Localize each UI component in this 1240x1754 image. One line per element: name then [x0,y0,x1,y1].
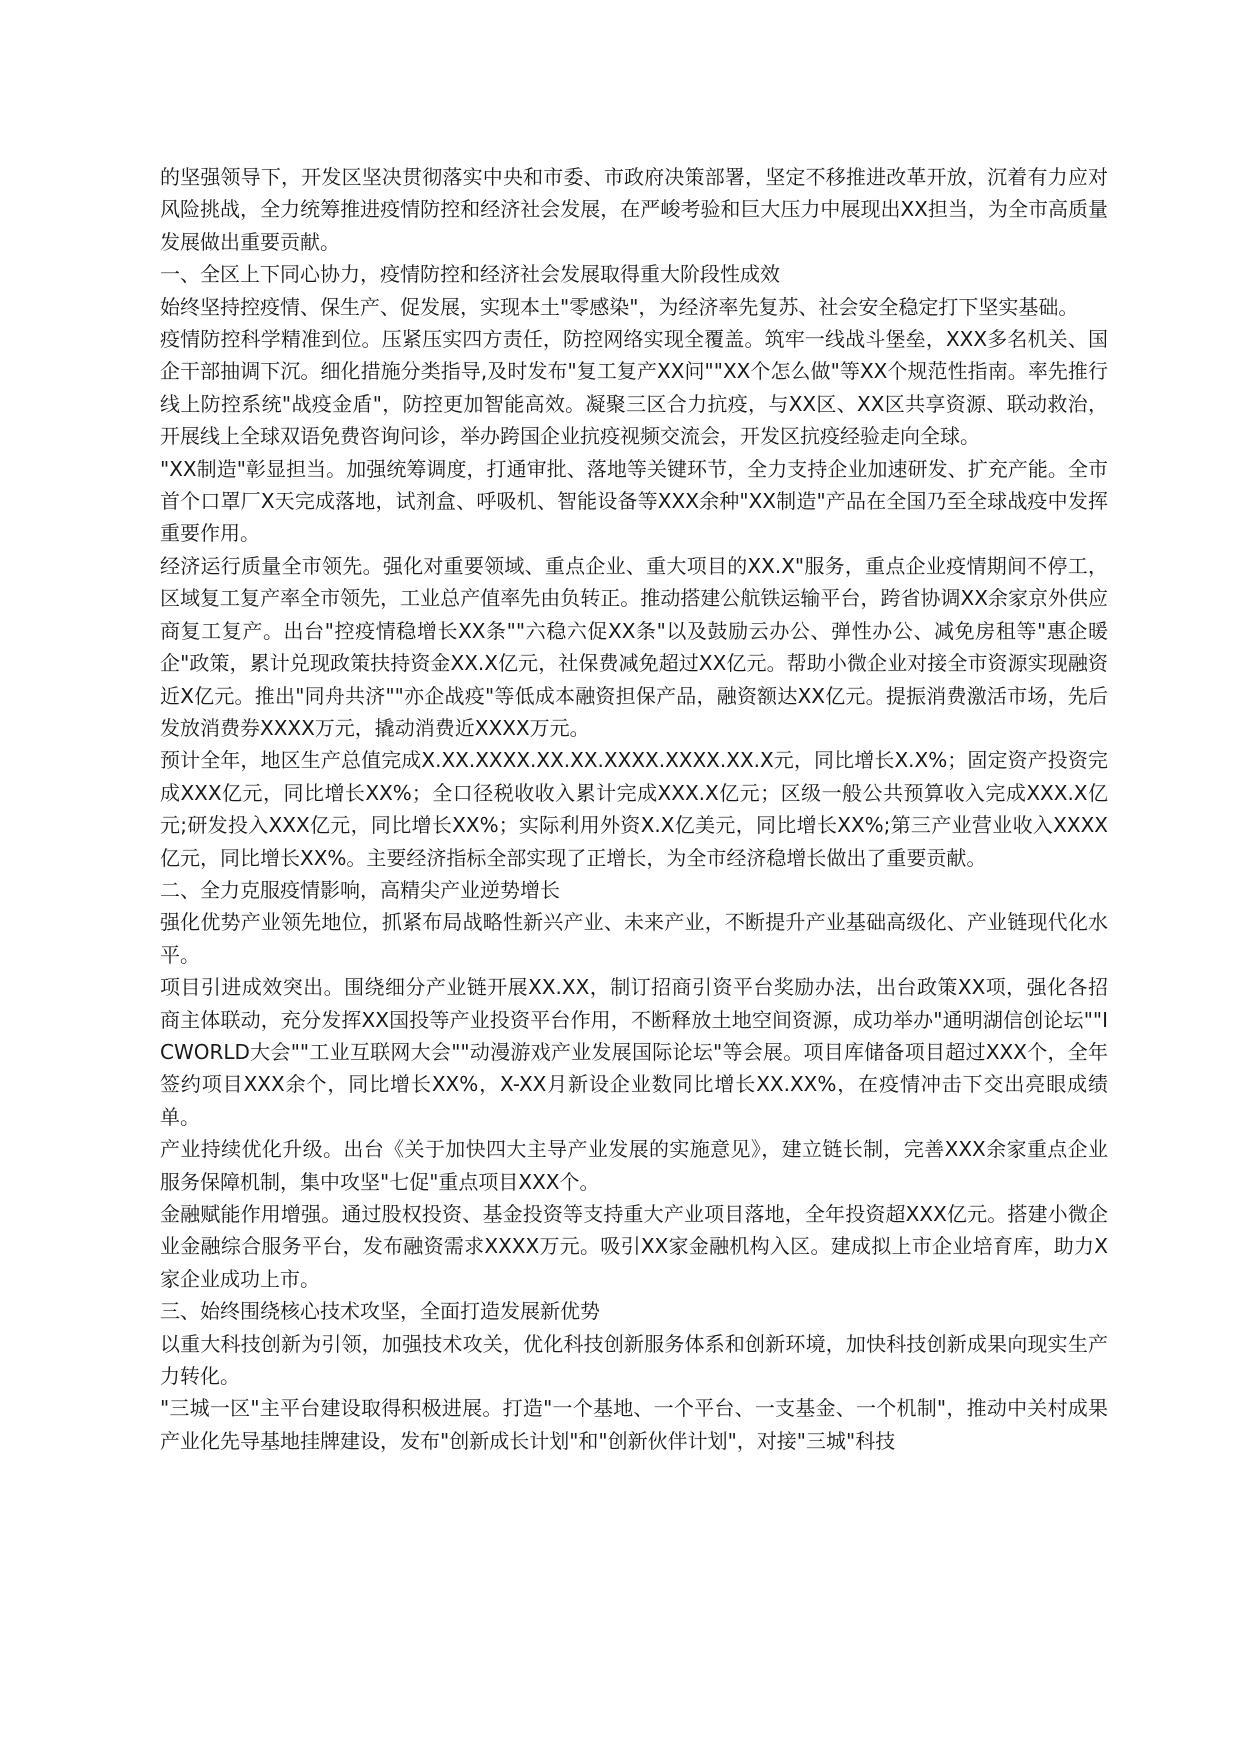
document-page [160,161,1108,1457]
paragraph-section2-summary: 强化优势产业领先地位，抓紧布局战略性新兴产业、未来产业，不断提升产业基础高级化、产业链现代化水平。 [160,910,1108,967]
paragraph-section1-summary: 始终坚持控疫情、保生产、促发展，实现本土"零感染"，为经济率先复苏、社会安全稳定打下坚实基础。 [160,294,1079,319]
paragraph-financial-empowerment: 金融赋能作用增强。通过股权投资、基金投资等支持重大产业项目落地，全年投资超XXX亿元。搭建小微企业金融综合服务平台，发布融资需求XXXX万元。吸引XX家金融机构入区。建成拟上市企业培育库，助力X家企业成功上市。 [160,1202,1108,1291]
paragraph-epidemic-control: 疫情防控科学精准到位。压紧压实四方责任，防控网络实现全覆盖。筑牢一线战斗堡垒，XXX多名机关、国企干部抽调下沉。细化措施分类指导,及时发布"复工复产XX问""XX个怎么做"等XX个规范性指南。率先推行线上防控系统"战疫金盾"，防控更加智能高效。凝聚三区合力抗疫，与XX区、XX区共享资源、联动救治，开展线上全球双语免费咨询问诊，举办跨国企业抗疫视频交流会，开发区抗疫经验走向全球。 [160,327,1108,449]
paragraph-intro: 的坚强领导下，开发区坚决贯彻落实中央和市委、市政府决策部署，坚定不移推进改革开放，沉着有力应对风险挑战，全力统筹推进疫情防控和经济社会发展，在严峻考验和巨大压力中展现出XX担当，为全市高质量发展做出重要贡献。 [160,165,1108,254]
paragraph-annual-forecast: 预计全年，地区生产总值完成X.XX.XXXX.XX.XX.XXXX.XXXX.XX.X元，同比增长X.X%；固定资产投资完成XXX亿元，同比增长XX%；全口径税收收入累计完成XXX.X亿元；区级一般公共预算收入完成XXX.X亿元;研发投入XXX亿元，同比增长XX%；实际利用外资X.X亿美元，同比增长XX%;第三产业营业收入XXXX亿元，同比增长XX%。主要经济指标全部实现了正增长，为全市经济稳增长做出了重要贡献。 [160,748,1108,870]
paragraph-manufacturing: "XX制造"彰显担当。加强统筹调度，打通审批、落地等关键环节，全力支持企业加速研发、扩充产能。全市首个口罩厂X天完成落地，试剂盒、呼吸机、智能设备等XXX余种"XX制造"产品在全国乃至全球战疫中发挥重要作用。 [160,456,1108,546]
paragraph-main-platform: "三城一区"主平台建设取得积极进展。打造"一个基地、一个平台、一支基金、一个机制"，推动中关村成果产业化先导基地挂牌建设，发布"创新成长计划"和"创新伙伴计划"，对接"三城"科技 [160,1396,1108,1453]
section-heading-2: 二、全力克服疫情影响，高精尖产业逆势增长 [160,877,560,902]
paragraph-section3-summary: 以重大科技创新为引领，加强技术攻关，优化科技创新服务体系和创新环境，加快科技创新成果向现实生产力转化。 [160,1331,1108,1389]
paragraph-project-introduction: 项目引进成效突出。围绕细分产业链开展XX.XX，制订招商引资平台奖励办法，出台政策XX项，强化各招商主体联动，充分发挥XX国投等产业投资平台作用，不断释放土地空间资源，成功举办"通明湖信创论坛""ICWORLD大会""工业互联网大会""动漫游戏产业发展国际论坛"等会展。项目库储备项目超过XXX个，全年签约项目XXX余个，同比增长XX%，X-XX月新设企业数同比增长XX.XX%，在疫情冲击下交出亮眼成绩单。 [160,975,1108,1129]
section-heading-1: 一、全区上下同心协力，疫情防控和经济社会发展取得重大阶段性成效 [160,262,780,287]
section-heading-3: 三、始终围绕核心技术攻坚，全面打造发展新优势 [160,1299,600,1324]
paragraph-industry-upgrade: 产业持续优化升级。出台《关于加快四大主导产业发展的实施意见》，建立链长制，完善XXX余家重点企业服务保障机制，集中攻坚"七促"重点项目XXX个。 [160,1137,1108,1194]
paragraph-economic-operation: 经济运行质量全市领先。强化对重要领域、重点企业、重大项目的XX.X"服务，重点企业疫情期间不停工，区域复工复产率全市领先，工业总产值率先由负转正。推动搭建公航铁运输平台，跨省协调XX余家京外供应商复工复产。出台"控疫情稳增长XX条""六稳六促XX条"以及鼓励云办公、弹性办公、减免房租等"惠企暖企"政策，累计兑现政策扶持资金XX.X亿元，社保费减免超过XX亿元。帮助小微企业对接全市资源实现融资近X亿元。推出"同舟共济""亦企战疫"等低成本融资担保产品，融资额达XX亿元。提振消费激活市场，先后发放消费券XXXX万元，撬动消费近XXXX万元。 [160,553,1108,740]
